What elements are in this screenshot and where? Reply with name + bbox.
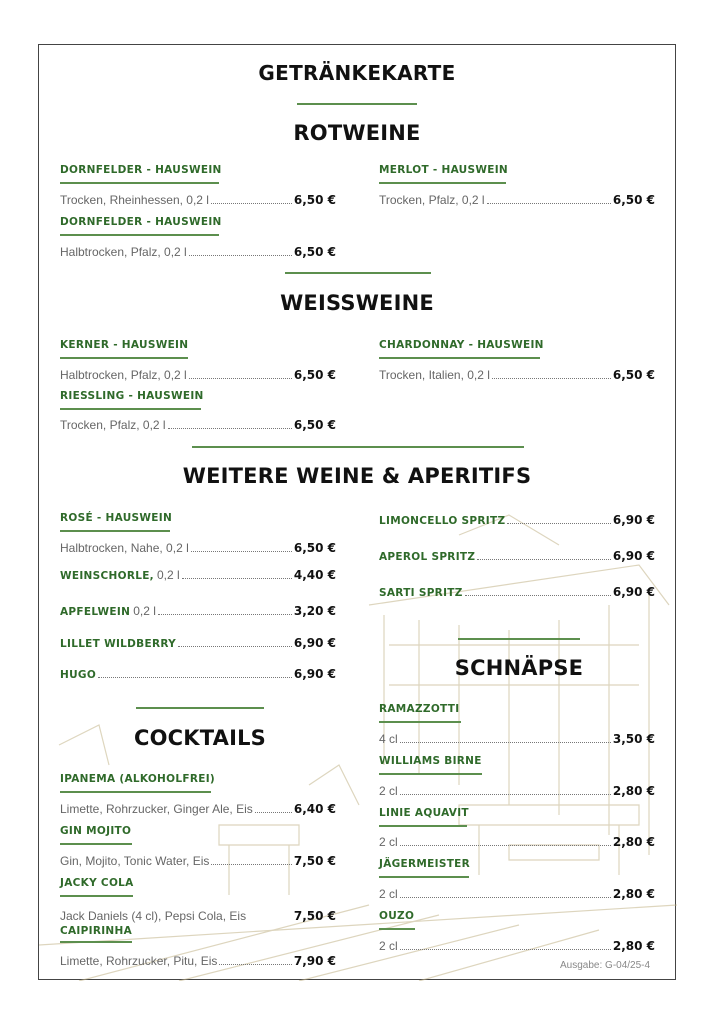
item-price: 6,50 € bbox=[293, 193, 336, 207]
menu-item-row bbox=[60, 416, 336, 432]
item-price: 7,50 € bbox=[293, 854, 336, 868]
leader-dots bbox=[191, 551, 292, 552]
section-divider bbox=[285, 272, 431, 274]
name-underline bbox=[60, 530, 170, 532]
item-price: 6,40 € bbox=[293, 802, 336, 816]
leader-dots bbox=[487, 203, 611, 204]
leader-dots bbox=[211, 864, 291, 865]
name-underline bbox=[379, 928, 415, 930]
item-description: Jack Daniels (4 cl), Pepsi Cola, Eis bbox=[60, 909, 247, 923]
item-price: 6,90 € bbox=[612, 513, 655, 527]
name-underline bbox=[60, 791, 211, 793]
item-price: 4,40 € bbox=[293, 568, 336, 582]
name-underline bbox=[379, 721, 461, 723]
name-underline bbox=[379, 773, 482, 775]
item-price: 6,50 € bbox=[612, 368, 655, 382]
item-name: WILLIAMS BIRNE bbox=[379, 755, 482, 767]
name-underline bbox=[379, 182, 506, 184]
menu-item-row bbox=[379, 191, 655, 207]
item-description: 0,2 l bbox=[133, 604, 156, 618]
item-name: JÄGERMEISTER bbox=[379, 858, 471, 870]
item-description: Gin, Mojito, Tonic Water, Eis bbox=[60, 854, 210, 868]
item-name: CHARDONNAY - HAUSWEIN bbox=[379, 339, 544, 351]
section-title-schnaepse: SCHNÄPSE bbox=[454, 656, 584, 680]
item-description: Trocken, Pfalz, 0,2 l bbox=[60, 418, 166, 432]
item-name: HUGO bbox=[60, 669, 97, 681]
item-name: MERLOT - HAUSWEIN bbox=[379, 164, 509, 176]
item-name: DORNFELDER - HAUSWEIN bbox=[60, 164, 222, 176]
item-description: Limette, Rohrzucker, Ginger Ale, Eis bbox=[60, 802, 253, 816]
name-underline bbox=[60, 895, 133, 897]
menu-item-row bbox=[379, 366, 655, 382]
edition-label: Ausgabe: G-04/25-4 bbox=[560, 960, 651, 971]
item-description: Halbtrocken, Pfalz, 0,2 l bbox=[60, 245, 187, 259]
section-title-weissweine: WEISSWEINE bbox=[280, 291, 434, 315]
item-name: DORNFELDER - HAUSWEIN bbox=[60, 216, 222, 228]
menu-item-row bbox=[60, 602, 336, 618]
menu-item-row bbox=[60, 634, 336, 650]
item-name: ROSÉ - HAUSWEIN bbox=[60, 512, 173, 524]
item-description: Halbtrocken, Pfalz, 0,2 l bbox=[60, 368, 187, 382]
menu-item-row bbox=[60, 539, 336, 555]
leader-dots bbox=[465, 595, 611, 596]
menu-item-row bbox=[60, 800, 336, 816]
item-name: LIMONCELLO SPRITZ bbox=[379, 515, 506, 527]
item-price: 6,90 € bbox=[293, 636, 336, 650]
item-name: LILLET WILDBERRY bbox=[60, 638, 177, 650]
name-underline bbox=[60, 234, 219, 236]
menu-item-row bbox=[379, 782, 655, 798]
leader-dots bbox=[98, 677, 292, 678]
menu-item-row bbox=[60, 243, 336, 259]
leader-dots bbox=[255, 812, 292, 813]
item-name: KERNER - HAUSWEIN bbox=[60, 339, 189, 351]
item-description: Trocken, Italien, 0,2 l bbox=[379, 368, 490, 382]
leader-dots bbox=[400, 794, 611, 795]
name-underline bbox=[60, 357, 188, 359]
item-name: OUZO bbox=[379, 910, 415, 922]
menu-item-row bbox=[379, 547, 655, 563]
section-title-rotweine: ROTWEINE bbox=[293, 121, 421, 145]
name-underline bbox=[379, 825, 467, 827]
menu-item-row bbox=[379, 885, 655, 901]
menu-item-row bbox=[60, 952, 336, 968]
leader-dots bbox=[507, 523, 611, 524]
menu-item-row bbox=[379, 833, 655, 849]
section-title-weitere: WEITERE WEINE & APERITIFS bbox=[182, 464, 532, 488]
leader-dots bbox=[219, 964, 291, 965]
item-name: WEINSCHORLE, bbox=[60, 570, 154, 582]
menu-item-row bbox=[60, 566, 336, 582]
item-price: 2,80 € bbox=[612, 835, 655, 849]
item-price: 2,80 € bbox=[612, 887, 655, 901]
section-divider bbox=[136, 707, 264, 709]
leader-dots bbox=[168, 428, 292, 429]
item-name: RAMAZZOTTI bbox=[379, 703, 460, 715]
leader-dots bbox=[211, 203, 292, 204]
leader-dots bbox=[477, 559, 611, 560]
leader-dots bbox=[248, 919, 292, 920]
leader-dots bbox=[158, 614, 292, 615]
item-name: SARTI SPRITZ bbox=[379, 587, 463, 599]
menu-item-row bbox=[60, 366, 336, 382]
menu-item-row bbox=[379, 511, 655, 527]
menu-item-row bbox=[379, 730, 655, 746]
item-description: Halbtrocken, Nahe, 0,2 l bbox=[60, 541, 189, 555]
item-price: 6,50 € bbox=[612, 193, 655, 207]
item-price: 3,50 € bbox=[612, 732, 655, 746]
name-underline bbox=[60, 843, 132, 845]
leader-dots bbox=[492, 378, 611, 379]
name-underline bbox=[60, 408, 201, 410]
item-price: 7,50 € bbox=[293, 909, 336, 923]
item-price: 6,90 € bbox=[612, 549, 655, 563]
item-description: 2 cl bbox=[379, 784, 398, 798]
item-price: 6,90 € bbox=[612, 585, 655, 599]
item-description: 2 cl bbox=[379, 835, 398, 849]
menu-item-row bbox=[60, 852, 336, 868]
item-name: CAIPIRINHA bbox=[60, 925, 133, 937]
page-title: GETRÄNKEKARTE bbox=[258, 61, 456, 85]
menu-item-row bbox=[60, 907, 336, 923]
item-description: Limette, Rohrzucker, Pitu, Eis bbox=[60, 954, 218, 968]
leader-dots bbox=[400, 897, 611, 898]
leader-dots bbox=[189, 378, 292, 379]
item-price: 3,20 € bbox=[293, 604, 336, 618]
item-name: RIESSLING - HAUSWEIN bbox=[60, 390, 204, 402]
menu-item-row bbox=[60, 191, 336, 207]
item-description: Trocken, Pfalz, 0,2 l bbox=[379, 193, 485, 207]
item-description: 2 cl bbox=[379, 939, 398, 953]
section-divider bbox=[458, 638, 580, 640]
title-divider bbox=[297, 103, 417, 105]
item-name: JACKY COLA bbox=[60, 877, 134, 889]
item-name: GIN MOJITO bbox=[60, 825, 132, 837]
leader-dots bbox=[182, 578, 292, 579]
menu-item-row bbox=[379, 937, 655, 953]
menu-item-row bbox=[60, 665, 336, 681]
name-underline bbox=[379, 357, 540, 359]
item-price: 6,50 € bbox=[293, 368, 336, 382]
item-price: 6,50 € bbox=[293, 418, 336, 432]
item-price: 6,90 € bbox=[293, 667, 336, 681]
item-name: IPANEMA (ALKOHOLFREI) bbox=[60, 773, 216, 785]
item-price: 2,80 € bbox=[612, 784, 655, 798]
leader-dots bbox=[400, 845, 611, 846]
item-price: 6,50 € bbox=[293, 541, 336, 555]
item-description: 0,2 l bbox=[156, 568, 180, 582]
item-description: Trocken, Rheinhessen, 0,2 l bbox=[60, 193, 209, 207]
item-description: 2 cl bbox=[379, 887, 398, 901]
name-underline bbox=[60, 941, 132, 943]
name-underline bbox=[379, 876, 469, 878]
item-price: 6,50 € bbox=[293, 245, 336, 259]
item-description: 4 cl bbox=[379, 732, 398, 746]
leader-dots bbox=[400, 742, 611, 743]
item-name: APFELWEIN bbox=[60, 606, 131, 618]
item-name: LINIE AQUAVIT bbox=[379, 807, 469, 819]
item-price: 2,80 € bbox=[612, 939, 655, 953]
leader-dots bbox=[178, 646, 292, 647]
item-price: 7,90 € bbox=[293, 954, 336, 968]
leader-dots bbox=[189, 255, 292, 256]
name-underline bbox=[60, 182, 219, 184]
section-title-cocktails: COCKTAILS bbox=[133, 726, 266, 750]
section-divider bbox=[192, 446, 524, 448]
item-name: APEROL SPRITZ bbox=[379, 551, 476, 563]
menu-item-row bbox=[379, 583, 655, 599]
leader-dots bbox=[400, 949, 611, 950]
